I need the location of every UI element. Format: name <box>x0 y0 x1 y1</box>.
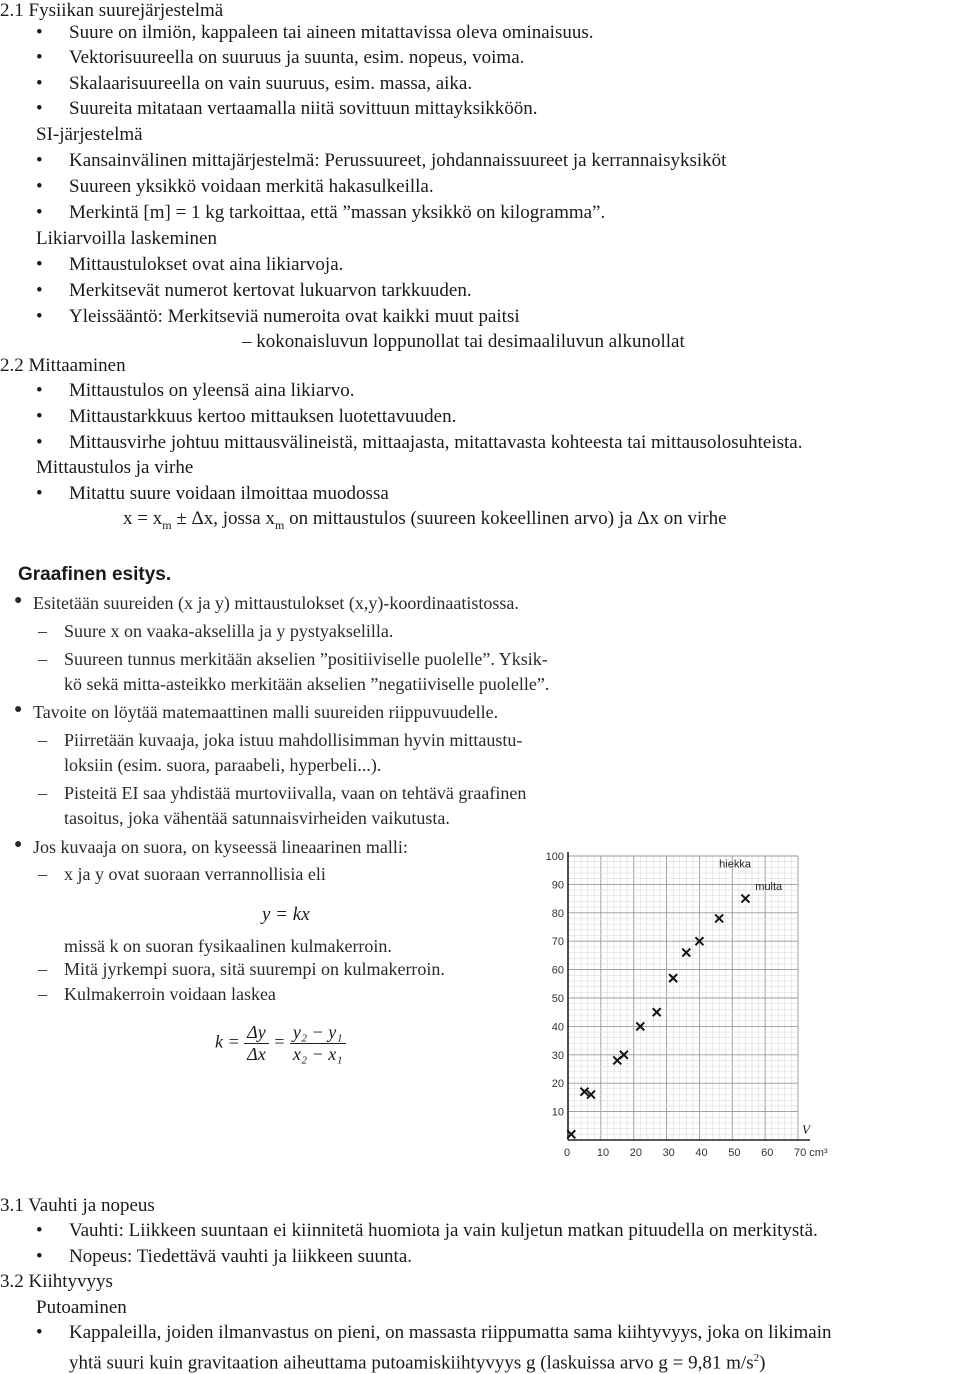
bullet-dot: • <box>36 280 43 301</box>
y-tick-label: 90 <box>551 879 564 892</box>
bullet-text: Suure on ilmiön, kappaleen tai aineen mitattavissa oleva ominaisuus. <box>69 22 594 43</box>
bullet-dot: • <box>36 73 43 94</box>
bullet-dot: • <box>36 98 43 119</box>
y-tick-label: 50 <box>551 993 564 1005</box>
bullet-continuation <box>69 1347 765 1374</box>
scan-sub-text: Suureen tunnus merkitään akselien ”positiiviselle puolelle”. Yksik- <box>64 649 548 669</box>
scan-dash: – <box>38 649 47 669</box>
annotation-label: multa <box>755 881 783 894</box>
y-tick-label: 60 <box>551 964 564 977</box>
bullet-text: Merkintä [m] = 1 kg tarkoittaa, että ”massan yksikkö on kilogramma”. <box>69 202 606 223</box>
bullet-text: Vektorisuureella on suuruus ja suunta, esim. nopeus, voima. <box>69 47 525 68</box>
bullet-dot: • <box>36 202 43 223</box>
y-tick-label: 80 <box>551 907 564 920</box>
section-heading: 3.1 Vauhti ja nopeus <box>0 1195 155 1216</box>
scan-bullet-text: Tavoite on löytää matemaattinen malli suureiden riippuvuudelle. <box>33 702 499 722</box>
last-line-close: ) <box>759 1352 766 1374</box>
subsection-heading: SI-järjestelmä <box>36 124 143 145</box>
section-heading: 2.1 Fysiikan suurejärjestelmä <box>0 0 224 21</box>
bullet-dot: • <box>36 1246 43 1267</box>
scan-bullet-dot: ● <box>14 837 23 852</box>
y-tick-label: 20 <box>551 1078 564 1091</box>
subsection-heading: Mittaustulos ja virhe <box>36 457 194 478</box>
steep-line: Mitä jyrkempi suora, sitä suurempi on kulmakerroin. <box>64 959 445 979</box>
bullet-dot: • <box>36 176 43 197</box>
bullet-text: Suureita mitataan vertaamalla niitä sovittuun mittayksikköön. <box>69 98 538 119</box>
bullet-dot: • <box>36 483 43 504</box>
dash-item: – kokonaisluvun loppunollat tai desimaaliluvun alkunollat <box>242 331 685 352</box>
bullet-dot: • <box>36 22 43 43</box>
subsection-heading: Putoaminen <box>36 1297 127 1318</box>
scan-sub-text: loksiin (esim. suora, paraabeli, hyperbeli...). <box>64 755 382 775</box>
y-tick-label: 10 <box>551 1106 564 1119</box>
scan-bullet-text: Jos kuvaaja on suora, on kyseessä lineaarinen malli: <box>33 837 408 857</box>
bullet-text: Kansainvälinen mittajärjestelmä: Perussuureet, johdannaissuureet ja kerrannaisyksiköt <box>69 150 727 171</box>
scan-bullet-dot: ● <box>14 702 23 717</box>
eq-direct: y = kx <box>262 904 310 925</box>
scan-heading: Graafinen esitys. <box>18 564 172 585</box>
slope-formula: k = $\frac{\Delta y}{\Delta x}$ = $\frac{\text{y₂ − y₁}}{\text{x₂ − x₁}}$ <box>215 1022 346 1065</box>
bullet-text: Mittaustulos on yleensä aina likiarvo. <box>69 380 355 401</box>
scan-bullet-dot: ● <box>14 593 23 608</box>
x-tick-label: 60 <box>761 1147 774 1159</box>
bullet-dot: • <box>36 432 43 453</box>
x-tick-label: 70 cm³ <box>794 1147 828 1159</box>
x-tick-label: 30 <box>662 1147 675 1159</box>
scan-dash: – <box>38 864 47 884</box>
bullet-text: Nopeus: Tiedettävä vauhti ja liikkeen suunta. <box>69 1246 413 1267</box>
x-tick-label: 40 <box>695 1147 708 1159</box>
scan-bullet-text: Esitetään suureiden (x ja y) mittaustulokset (x,y)-koordinaatistossa. <box>33 593 519 613</box>
bullet-dot: • <box>36 1322 43 1343</box>
calc-dash: – <box>38 984 47 1004</box>
bullet-text: Mittausvirhe johtuu mittausvälineistä, mittaajasta, mitattavasta kohteesta tai mittausolosuhteista. <box>69 432 803 453</box>
section-heading: 2.2 Mittaaminen <box>0 355 126 376</box>
x-axis-label: V <box>802 1122 810 1137</box>
x-tick-label: 50 <box>728 1147 741 1159</box>
annotation-label: hiekka <box>719 858 751 871</box>
bullet-text: Mitattu suure voidaan ilmoittaa muodossa <box>69 483 389 504</box>
scan-dash: – <box>38 783 47 803</box>
y-tick-label: 100 <box>545 851 564 863</box>
scan-dash: – <box>38 621 47 641</box>
y-tick-label: 30 <box>551 1049 564 1062</box>
bullet-text: Suureen yksikkö voidaan merkitä hakasulkeilla. <box>69 176 434 197</box>
y-tick-label: 40 <box>551 1021 564 1034</box>
calc-line: Kulmakerroin voidaan laskea <box>64 984 276 1004</box>
last-line-sup: 2 <box>753 1352 760 1364</box>
scan-sub-text: Suure x on vaaka-akselilla ja y pystyakselilla. <box>64 621 394 641</box>
scanned-figure <box>0 556 960 1176</box>
scatter-chart <box>540 846 828 1166</box>
x-tick-label: 10 <box>596 1147 610 1159</box>
bullet-text: Yleissääntö: Merkitseviä numeroita ovat kaikki muut paitsi <box>69 306 520 327</box>
bullet-dot: • <box>36 306 43 327</box>
last-line-text: yhtä suuri kuin gravitaation aiheuttama putoamiskiihtyvyys g (laskuissa arvo g = 9,81 m/s <box>69 1352 754 1374</box>
steep-dash: – <box>38 959 47 979</box>
slope-line: missä k on suoran fysikaalinen kulmakerroin. <box>64 936 392 956</box>
bullet-dot: • <box>36 254 43 275</box>
scan-dash: – <box>38 730 47 750</box>
bullet-text: Vauhti: Liikkeen suuntaan ei kiinnitetä huomiota ja vain kuljetun matkan pituudella on merkitystä. <box>69 1220 818 1241</box>
subsection-heading: Likiarvoilla laskeminen <box>36 228 217 249</box>
x-tick-label: 20 <box>629 1147 642 1159</box>
bullet-dot: • <box>36 380 43 401</box>
x-tick-label: 0 <box>564 1147 571 1159</box>
bullet-dot: • <box>36 150 43 171</box>
bullet-text: Merkitsevät numerot kertovat lukuarvon tarkkuuden. <box>69 280 472 301</box>
bullet-text: Mittaustulokset ovat aina likiarvoja. <box>69 254 344 275</box>
bullet-text: Skalaarisuureella on vain suuruus, esim. massa, aika. <box>69 73 473 94</box>
bullet-text: Kappaleilla, joiden ilmanvastus on pieni, on massasta riippumatta sama kiihtyvyys, joka on likimain <box>69 1322 832 1343</box>
measurement-formula: $x = x_m \pm \Delta x$, jossa $x_m$ on mittaustulos (suureen kokeellinen arvo) ja Δx on virhe <box>123 508 727 532</box>
scan-sub-text: kö sekä mitta-asteikko merkitään akselien ”negatiiviselle puolelle”. <box>64 674 550 694</box>
section-heading: 3.2 Kiihtyvyys <box>0 1271 113 1292</box>
bullet-dot: • <box>36 47 43 68</box>
scan-sub-text: tasoitus, joka vähentää satunnaisvirheiden vaikutusta. <box>64 808 450 828</box>
scan-sub-text: x ja y ovat suoraan verrannollisia eli <box>64 864 326 884</box>
scan-sub-text: Pisteitä EI saa yhdistää murtoviivalla, vaan on tehtävä graafinen <box>64 783 527 803</box>
bullet-text: Mittaustarkkuus kertoo mittauksen luotettavuuden. <box>69 406 457 427</box>
scan-sub-text: Piirretään kuvaaja, joka istuu mahdollisimman hyvin mittaustu- <box>64 730 523 750</box>
bullet-dot: • <box>36 1220 43 1241</box>
y-tick-label: 70 <box>551 936 564 949</box>
bullet-dot: • <box>36 406 43 427</box>
